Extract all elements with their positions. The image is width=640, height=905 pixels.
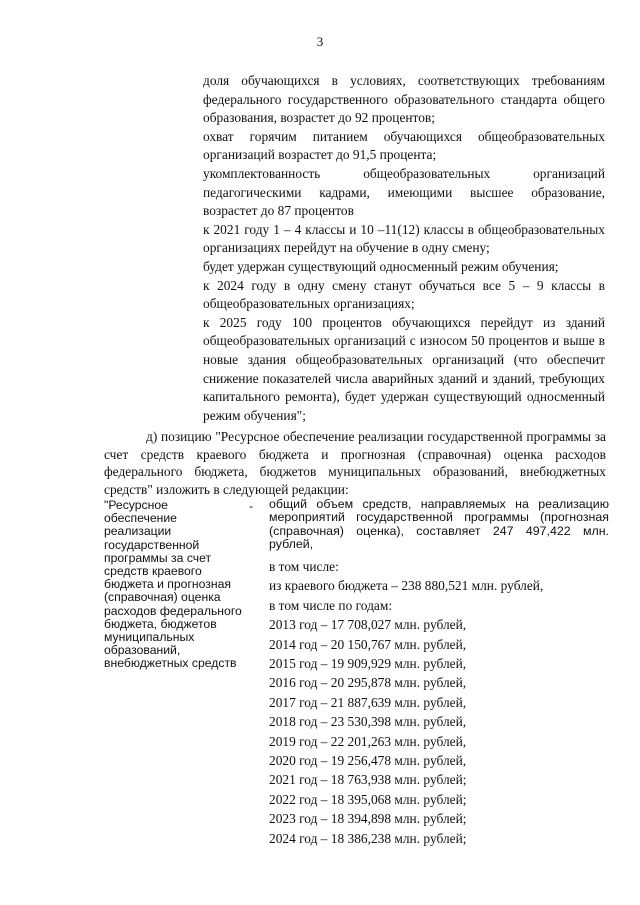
indicators-list [203,72,605,425]
funding-year-line: 2014 год – 20 150,767 млн. рублей, [269,636,467,652]
funding-line: в том числе по годам: [269,597,393,613]
amendment-paragraph [104,428,606,498]
indicator-item: доля обучающихся в условиях, соответствующих требованиям федерального государственного образовательного стандарта общего образования, возрастет до 92 процентов; [203,73,605,126]
funding-line: из краевого бюджета – 238 880,521 млн. рублей, [269,578,544,594]
column-separator-dash: - [249,499,254,513]
funding-year-line: 2023 год – 18 394,898 млн. рублей; [269,811,467,827]
indicator-item: будет удержан существующий односменный режим обучения; [203,258,559,274]
funding-year-line: 2017 год – 21 887,639 млн. рублей, [269,694,467,710]
funding-year-line: 2020 год – 19 256,478 млн. рублей, [269,753,467,769]
funding-year-line: 2018 год – 23 530,398 млн. рублей, [269,714,467,730]
amendment-text: д) позицию "Ресурсное обеспечение реализации государственной программы за счет средств краевого бюджета и прогнозная (справочная) оценка расходов федерального бюджета, бюджетов муниципальных образований, внебюджетных средств" изложить в следующей редакции: [104,429,606,497]
indicator-item: к 2025 году 100 процентов обучающихся перейдут из зданий общеобразовательных организаций с износом 50 процентов и выше в новые здания общеобразовательных организаций (что обеспечит снижение показателей числа аварийных зданий и зданий, требующих капитального ремонта), будет удержан существующий односменный режим обучения"; [203,314,605,423]
funding-total-text: общий объем средств, направляемых на реализацию мероприятий государственной программы (прогнозная (справочная) оценка), составляет 247 497,422 млн. рублей, [269,497,609,552]
resource-provision-label: "Ресурсное обеспечение реализации государственной программы за счет средств краевого бюджета и прогнозная (справочная) оценка расходов федерального бюджета, бюджетов муниципальных образований, внебюджетных средств [104,498,242,671]
funding-year-line: 2021 год – 18 763,938 млн. рублей; [269,772,467,788]
funding-year-line: 2022 год – 18 395,068 млн. рублей; [269,791,467,807]
indicator-item: укомплектованность общеобразовательных организаций педагогическими кадрами, имеющими высшее образование, возрастет до 87 процентов [203,165,605,219]
indicator-item: охват горячим питанием обучающихся общеобразовательных организаций возрастет до 91,5 процента; [203,128,605,163]
funding-line: в том числе: [269,559,339,574]
funding-breakdown [269,557,609,848]
funding-year-line: 2019 год – 22 201,263 млн. рублей, [269,733,467,749]
indicator-item: к 2024 году в одну смену станут обучаться все 5 – 9 классы в общеобразовательных организациях; [203,277,605,312]
page-number: 3 [316,34,324,49]
funding-year-line: 2016 год – 20 295,878 млн. рублей, [269,675,467,691]
funding-year-line: 2024 год – 18 386,238 млн. рублей; [269,830,467,846]
funding-year-line: 2015 год – 19 909,929 млн. рублей, [269,656,467,672]
funding-year-line: 2013 год – 17 708,027 млн. рублей, [269,617,467,633]
indicator-item: к 2021 году 1 – 4 классы и 10 –11(12) классы в общеобразовательных организациях перейдут на обучение в одну смену; [203,221,605,256]
